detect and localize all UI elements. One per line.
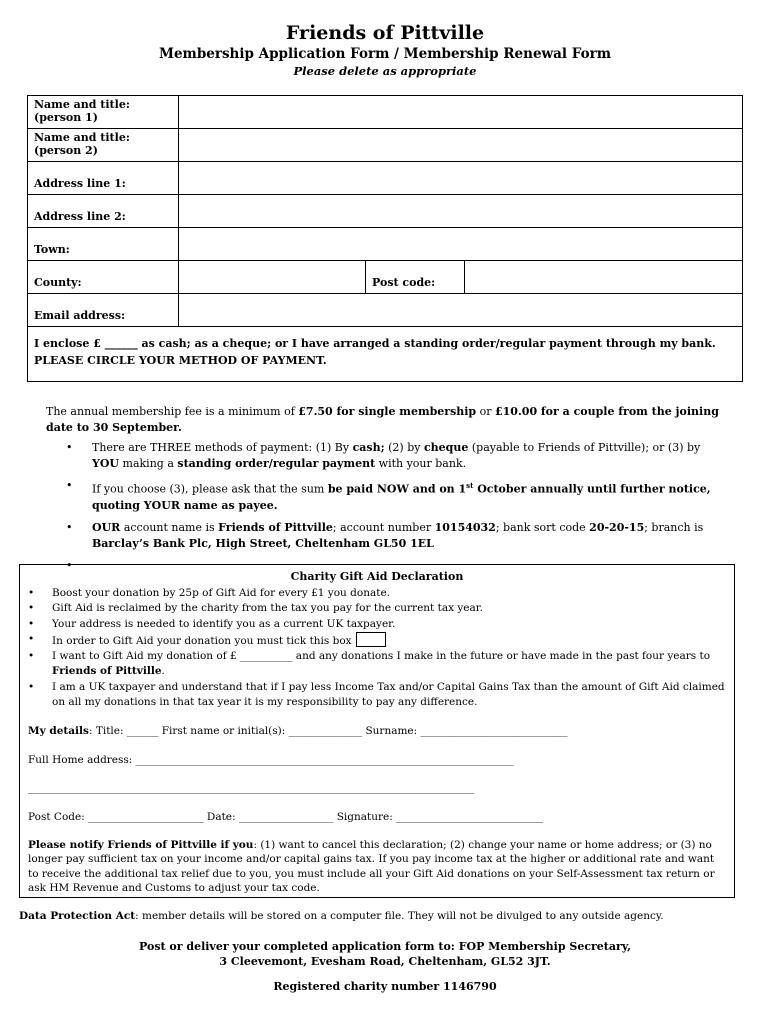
bullet-icon: • (28, 617, 35, 630)
text: account name is (120, 520, 219, 534)
fee-couple: £10.00 for a couple from the joining date to 30 September. (46, 405, 719, 434)
person1-label-line2: (person 1) (34, 111, 98, 124)
address1-label: Address line 1: (28, 162, 179, 195)
payment-methods-list (66, 440, 726, 580)
text: (payable to Friends of Pittville); or (3) by (468, 441, 701, 454)
postal-address (0, 939, 770, 969)
bullet-icon: • (28, 650, 35, 663)
town-label: Town: (28, 228, 179, 261)
person2-label-line1: Name and title: (34, 131, 130, 144)
list-item (28, 601, 726, 616)
postcode-field[interactable] (465, 261, 743, 294)
list-item (66, 440, 726, 472)
postcode-label: Post code: (366, 261, 465, 294)
person2-label-line2: (person 2) (34, 144, 98, 157)
email-label: Email address: (28, 294, 179, 327)
text: 20-20-15 (589, 520, 645, 534)
text: Your address is needed to identify you as a current UK taxpayer. (52, 617, 396, 630)
membership-form-table (27, 95, 743, 382)
postal-address-line2: 3 Cleevemont, Evesham Road, Cheltenham, GL52 3JT. (219, 955, 551, 968)
text: Barclay’s Bank Plc, High Street, Cheltenham GL50 1EL (92, 536, 434, 550)
text: October annually until further notice, quoting YOUR name as payee. (92, 482, 711, 512)
email-field[interactable] (179, 294, 743, 327)
text: Please notify Friends of Pittville if you (28, 839, 254, 851)
text: (2) by (384, 441, 424, 454)
text: If you choose (3), please ask that the sum (92, 482, 328, 496)
gift-aid-heading: Charity Gift Aid Declaration (290, 570, 464, 583)
address1-field[interactable] (179, 162, 743, 195)
text: Gift Aid is reclaimed by the charity from the tax you pay for the current tax year. (52, 602, 483, 615)
data-protection-text (19, 910, 759, 922)
person1-field[interactable] (179, 96, 743, 129)
text: ; branch is (644, 520, 704, 534)
text: I want to Gift Aid my donation of £ __________ and any donations I make in the future or have made in the past four years to (52, 650, 711, 663)
bullet-icon: • (66, 520, 73, 534)
person1-label (28, 96, 179, 129)
text: Friends of Pittville (218, 520, 333, 534)
text: st (466, 481, 474, 490)
text: Data Protection Act (19, 910, 136, 922)
fee-single: £7.50 for single membership (298, 405, 477, 418)
text: : (1) want to cancel this declaration; (2) change your name or home address; or (3) no longer pay sufficient tax on your income and/or capital gains tax. If you pay income tax at the higher or additional rate and want to receive the additional tax relief due to you, you must include all your Gift Aid donations on your Self-Assessment tax return or ask HM Revenue and Customs to adjust your tax code. (28, 839, 715, 895)
bullet-icon: • (28, 587, 35, 599)
bullet-icon: • (66, 558, 73, 572)
list-item (28, 649, 726, 680)
my-details-line[interactable] (28, 725, 728, 737)
person2-field[interactable] (179, 129, 743, 162)
text: standing order/regular payment (177, 457, 376, 470)
list-item (28, 617, 726, 632)
text: There are THREE methods of payment: (1) By (92, 441, 353, 454)
delete-note: Please delete as appropriate (293, 64, 477, 78)
text: OUR (92, 520, 121, 534)
text: 10154032 (434, 520, 496, 534)
list-item (66, 478, 726, 514)
text: making a (119, 457, 178, 470)
county-field[interactable] (179, 261, 366, 294)
person2-label (28, 129, 179, 162)
county-label: County: (28, 261, 179, 294)
bullet-icon: • (66, 479, 73, 492)
gift-aid-tick-box[interactable] (356, 632, 386, 647)
list-item (28, 632, 726, 649)
home-address-continued-line[interactable]: _____________________________________________________________________________________ (28, 782, 475, 794)
bullet-icon: • (28, 602, 35, 615)
list-item (66, 520, 726, 552)
my-details-label: My details (28, 725, 89, 737)
text: In order to Gift Aid your donation you must tick this box (52, 634, 352, 647)
gift-aid-declaration (19, 564, 735, 898)
list-item (28, 680, 726, 711)
address2-field[interactable] (179, 195, 743, 228)
text: : member details will be stored on a computer file. They will not be divulged to any outside agency. (135, 910, 664, 922)
payment-enclose-text: I enclose £ ______ as cash; as a cheque; or I have arranged a standing order/regular payment through my bank. PLEASE CIRCLE YOUR METHOD OF PAYMENT. (28, 327, 743, 382)
fee-text-2: or (476, 405, 495, 418)
bullet-icon: • (66, 441, 73, 454)
form-subtitle: Membership Application Form / Membership Renewal Form (159, 46, 611, 62)
fee-text-1: The annual membership fee is a minimum of (46, 405, 299, 418)
my-details-fields: : Title: ______ First name or initial(s): ______________ Surname: ____________________________ (88, 725, 568, 737)
text: . (161, 665, 165, 678)
postal-address-line1: Post or deliver your completed application form to: FOP Membership Secretary, (139, 940, 631, 953)
bullet-icon: • (28, 680, 35, 693)
text: be paid NOW and on 1 (327, 482, 467, 496)
list-item (28, 586, 726, 601)
text: I am a UK taxpayer and understand that if I pay less Income Tax and/or Capital Gains Tax than the amount of Gift Aid claimed on all my donations in that tax year it is my responsibility to pay any difference. (52, 680, 725, 709)
address2-label: Address line 2: (28, 195, 179, 228)
membership-fee-text (46, 404, 736, 436)
person1-label-line1: Name and title: (34, 98, 130, 111)
text: ; account number (332, 520, 435, 534)
text: ; bank sort code (495, 520, 590, 534)
registered-charity-number: Registered charity number 1146790 (273, 980, 497, 993)
text: Boost your donation by 25p of Gift Aid for every £1 you donate. (52, 587, 390, 599)
text: YOU (92, 457, 120, 470)
text: cheque (423, 441, 469, 454)
home-address-line[interactable]: Full Home address: ________________________________________________________________________ (28, 754, 514, 766)
text: with your bank. (375, 457, 467, 470)
town-field[interactable] (179, 228, 743, 261)
text: cash; (352, 441, 385, 454)
page-title: Friends of Pittville (285, 22, 485, 44)
text: Friends of Pittville (52, 665, 162, 678)
bullet-icon: • (28, 632, 35, 645)
gift-aid-list (28, 586, 726, 710)
postcode-date-signature-line[interactable]: Post Code: ______________________ Date: __________________ Signature: ____________________________ (28, 811, 544, 823)
notify-paragraph (28, 838, 728, 896)
